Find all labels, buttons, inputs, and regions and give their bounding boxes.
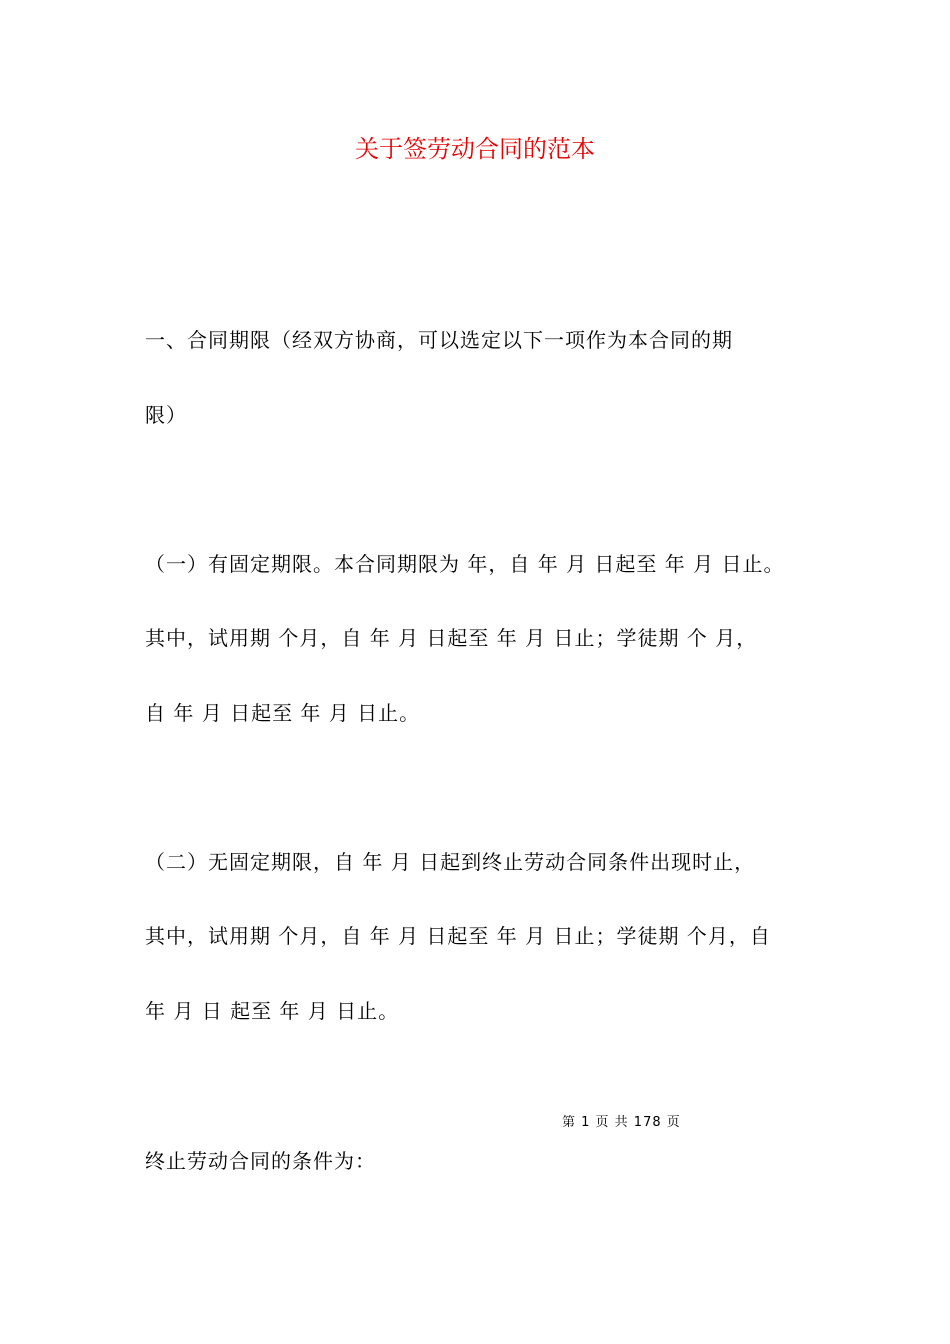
document-title: 关于签劳动合同的范本: [355, 135, 595, 163]
paragraph-line: 年 月 日 起至 年 月 日止。: [145, 999, 400, 1023]
page-number-footer: 第 1 页 共 178 页: [562, 1115, 681, 1130]
paragraph-line: 终止劳动合同的条件为：: [145, 1149, 376, 1173]
paragraph-line: 自 年 月 日起至 年 月 日止。: [145, 701, 421, 725]
paragraph-line: 一、合同期限（经双方协商，可以选定以下一项作为本合同的期: [145, 328, 733, 352]
paragraph-line: （一）有固定期限。本合同期限为 年，自 年 月 日起至 年 月 日止。: [145, 552, 785, 576]
paragraph-line: 其中，试用期 个月，自 年 月 日起至 年 月 日止；学徒期 个 月，: [145, 626, 758, 650]
paragraph-line: （二）无固定期限，自 年 月 日起到终止劳动合同条件出现时止，: [145, 850, 756, 874]
paragraph-line: 其中，试用期 个月，自 年 月 日起至 年 月 日止；学徒期 个月，自: [145, 924, 771, 948]
paragraph-line: 限）: [145, 403, 187, 427]
